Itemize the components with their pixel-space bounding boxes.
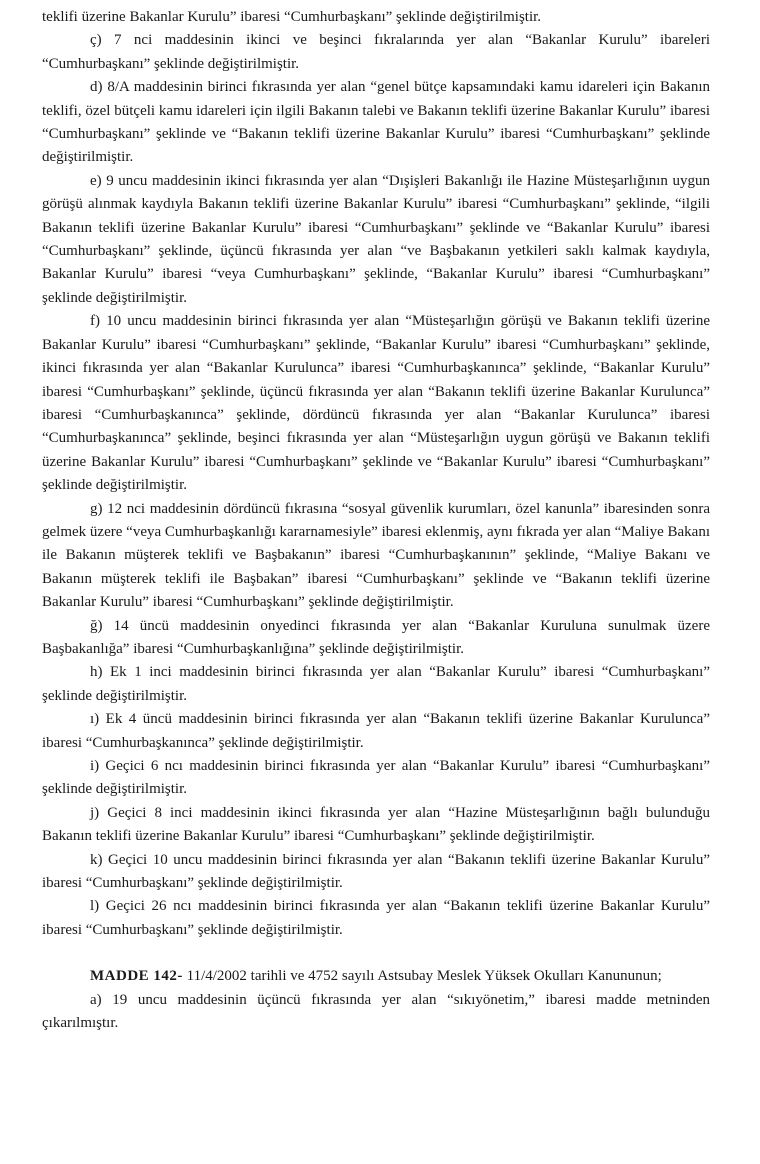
article-heading: MADDE 142- — [90, 968, 183, 985]
paragraph-continuation: teklifi üzerine Bakanlar Kurulu” ibaresi “Cumhurbaşkanı” şeklinde değiştirilmiştir. — [42, 9, 542, 25]
article-142-item-a: a) 19 uncu maddesinin üçüncü fıkrasında yer alan “sıkıyönetim,” ibaresi madde metninden çıkarılmıştır. — [42, 991, 710, 1032]
article-intro-text: 11/4/2002 tarihli ve 4752 sayılı Astsubay Meslek Yüksek Okulları Kanununun; — [182, 968, 662, 985]
paragraph-h: h) Ek 1 inci maddesinin birinci fıkrasında yer alan “Bakanlar Kurulu” ibaresi “Cumhurbaşkanı” şeklinde değiştirilmiştir. — [42, 664, 710, 704]
paragraph-l: l) Geçici 26 ncı maddesinin birinci fıkrasında yer alan “Bakanın teklifi üzerine Bakanlar Kurulu” ibaresi “Cumhurbaşkanı” şeklinde değiştirilmiştir. — [42, 898, 710, 938]
article-142-intro — [42, 965, 710, 988]
paragraph-c-cedilla: ç) 7 nci maddesinin ikinci ve beşinci fıkralarında yer alan “Bakanlar Kurulu” ibareleri “Cumhurbaşkanı” şeklinde değiştirilmiştir. — [42, 32, 710, 72]
paragraph-g-breve: ğ) 14 üncü maddesinin onyedinci fıkrasında yer alan “Bakanlar Kuruluna sunulmak üzere Başbakanlığa” ibaresi “Cumhurbaşkanlığına” şeklinde değiştirilmiştir. — [42, 617, 710, 657]
paragraph-k: k) Geçici 10 uncu maddesinin birinci fıkrasında yer alan “Bakanın teklifi üzerine Bakanlar Kurulu” ibaresi “Cumhurbaşkanı” şeklinde değiştirilmiştir. — [42, 851, 710, 892]
paragraph-g: g) 12 nci maddesinin dördüncü fıkrasına “sosyal güvenlik kurumları, özel kanunla” ibaresinden sonra gelmek üzere “veya Cumhurbaşkanlığı kararnamesiyle” ibaresi eklenmiş, aynı fıkrada yer alan “Maliye Bakanı ile Bakanın müşterek teklifi ve Başbakanın” ibaresi “Cumhurbaşkanının” şeklinde, “Maliye Bakanı ve Bakanın müşterek teklifi ile Başbakan” ibaresi “Cumhurbaşkanı” şeklinde ve “Bakanın teklifi üzerine Bakanlar Kurulu” ibaresi “Cumhurbaşkanı” şeklinde değiştirilmiştir. — [42, 500, 710, 611]
paragraph-e: e) 9 uncu maddesinin ikinci fıkrasında yer alan “Dışişleri Bakanlığı ile Hazine Müsteşarlığının uygun görüşü alınmak kaydıyla Bakanın teklifi üzerine Bakanlar Kurulu” ibaresi “Cumhurbaşkanı” şeklinde, “ilgili Bakanın teklifi üzerine Bakanlar Kurulu” ibaresi “Cumhurbaşkanı” şeklinde ve “Bakanlar Kurulu” ibaresi “Cumhurbaşkanı” şeklinde, üçüncü fıkrasında yer alan “ve Başbakanın yetkileri saklı kalmak kaydıyla, Bakanlar Kurulu” ibaresi “veya Cumhurbaşkanı” şeklinde, “Bakanlar Kurulu” ibaresi “Cumhurbaşkanı” şeklinde değiştirilmiştir. — [42, 172, 710, 306]
paragraph-i: i) Geçici 6 ncı maddesinin birinci fıkrasında yer alan “Bakanlar Kurulu” ibaresi “Cumhurbaşkanı” şeklinde değiştirilmiştir. — [42, 758, 710, 798]
paragraph-dotless-i: ı) Ek 4 üncü maddesinin birinci fıkrasında yer alan “Bakanın teklifi üzerine Bakanlar Kurulunca” ibaresi “Cumhurbaşkanınca” şeklinde değiştirilmiştir. — [42, 711, 710, 751]
paragraph-j: j) Geçici 8 inci maddesinin ikinci fıkrasında yer alan “Hazine Müsteşarlığının bağlı bulunduğu Bakanın teklifi üzerine Bakanlar Kurulu” ibaresi “Cumhurbaşkanı” şeklinde değiştirilmiştir. — [42, 804, 710, 845]
paragraph-d: d) 8/A maddesinin birinci fıkrasında yer alan “genel bütçe kapsamındaki kamu idareleri için Bakanın teklifi, özel bütçeli kamu idareleri için ilgili Bakanın talebi ve Bakanın teklifi üzerine Bakanlar Kurulu” ibaresi “Cumhurbaşkanı” şeklinde ve “Bakanın teklifi üzerine Bakanlar Kurulu” ibaresi “Cumhurbaşkanı” şeklinde değiştirilmiştir. — [42, 79, 710, 166]
paragraph-f: f) 10 uncu maddesinin birinci fıkrasında yer alan “Müsteşarlığın görüşü ve Bakanın teklifi üzerine Bakanlar Kurulu” ibaresi “Cumhurbaşkanı” şeklinde, “Bakanlar Kurulu” ibaresi “Cumhurbaşkanı” şeklinde, ikinci fıkrasında yer alan “Bakanlar Kurulunca” ibaresi “Cumhurbaşkanınca” şeklinde, “Bakanlar Kurulu” ibaresi “Cumhurbaşkanı” şeklinde, üçüncü fıkrasında yer alan “Bakanın teklifi üzerine Bakanlar Kurulunca” ibaresi “Cumhurbaşkanınca” şeklinde, dördüncü fıkrasında yer alan “Bakanlar Kurulunca” ibaresi “Cumhurbaşkanınca” şeklinde, beşinci fıkrasında yer alan “Müsteşarlığın uygun görüşü ve Bakanın teklifi üzerine Bakanlar Kurulu” ibaresi “Cumhurbaşkanı” şeklinde ve “Bakanlar Kurulu” ibaresi “Cumhurbaşkanı” şeklinde değiştirilmiştir. — [42, 313, 710, 494]
